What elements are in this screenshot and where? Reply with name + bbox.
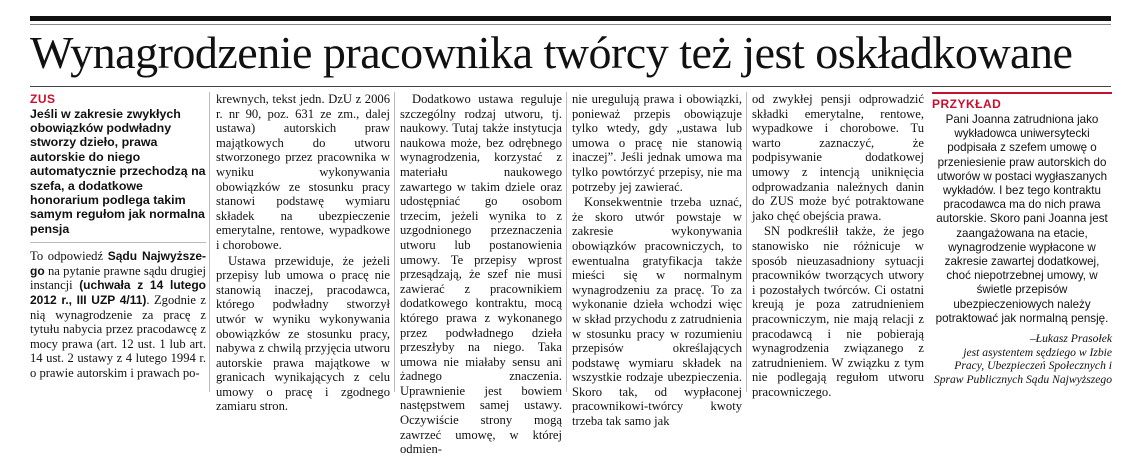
column-divider <box>746 92 747 392</box>
column-2-paragraph-2: Ustawa przewiduje, że jeżeli przepisy lub umowa o pracę nie stanowią inaczej, pracodawca, którego podwładny stworzył utwór w wyniku wykonywania obowiązków ze stosunku pracy, nabywa z chwilą przyjęcia utworu autorskie prawa majątkowe w granicach wynikających z celu umowy o pracę i zgodnego zamiaru stron. <box>216 253 390 414</box>
author-name: –Łukasz Prasołek <box>1029 332 1112 346</box>
headline-rule <box>30 86 1111 87</box>
column-2 <box>216 92 390 414</box>
court-name: Sądu Najwyższe-go <box>30 249 206 278</box>
column-3-paragraph-1: Dodatkowo ustawa reguluje szczególny rodzaj utworu, tj. naukowy. Tutaj także instytucja naukowa może, bez odrębnego wynagrodzenia, korzystać z materiału naukowego zawartego w takim dziele oraz udostępniać go osobom trzecim, jeżeli wynika to z uzgodnionego przeznaczenia utworu lub postanowienia umowy. Te przepisy wprost przesądzają, że szef nie musi zawierać z pracownikiem dodatkowego kontraktu, mocą którego prawa z wykonanego przez podwładnego dzieła przeszłyby na niego. Taka umowa nie miałaby sensu ani żadnego znaczenia. Uprawnienie jest bowiem następstwem samej ustawy. Oczywiście strony mogą zawrzeć umowę, w której odmien- <box>400 92 562 457</box>
lead-paragraph: Jeśli w zakresie zwykłych obowiązków podwładny stworzy dzieło, prawa autorskie do niego automatycznie przechodzą na szefa, a dodatkowe honorarium podlega takim samym regułom jak normalna pensja <box>30 106 206 236</box>
text-span: To odpowiedź <box>30 249 108 264</box>
column-4-paragraph-1: nie uregulują prawa i obowiązki, ponieważ przepis obowiązuje tylko wtedy, gdy „ustawa lub umowa o pracę nie stanowią inaczej”. Jeśli jednak umowa ma tylko powtórzyć przepisy, nie ma potrzeby jej zawierać. <box>572 92 742 194</box>
text-span: na pytanie prawne sądu drugiej instancji <box>30 263 206 293</box>
thin-rule <box>30 24 1111 25</box>
column-5-paragraph-1: od zwykłej pensji odprowadzić składki emerytalne, rentowe, wypadkowe i chorobowe. Tu warto zaznaczyć, że podpisywanie dodatkowej umowy z intencją uniknięcia odprowadzania należnych danin do ZUS może być potraktowane jako chęć obejścia prawa. <box>752 92 924 223</box>
column-2-paragraph-1: krewnych, tekst jedn. DzU z 2006 r. nr 90, poz. 631 ze zm., dalej ustawa) autorskich praw majątkowych do utworu stworzonego przez pracownika w wyniku wykonywania obowiązków ze stosunku pracy stanowi podstawę wymiaru składek na ubezpieczenie emerytalne, rentowe, wypadkowe i chorobowe. <box>216 92 390 252</box>
column-4 <box>572 92 742 429</box>
column-3 <box>400 92 562 457</box>
section-tag-zus: ZUS <box>30 92 56 106</box>
example-text: Pani Joanna zatrudniona jako wykładowca uniwersytecki podpisała z szefem umowę o przeniesienie praw autorskich do utworów w postaci wygłaszanych wykładów. I bez tego kontraktu pracodawca ma do nich prawa autorskie. Skoro pani Joanna jest zaangażowana na etacie, wynagrodzenie wypłacone w zakresie zawartej dodatkowej, choć niepotrzebnej umowy, w świetle przepisów ubezpieczeniowych należy potraktować jak normalną pensję. <box>935 113 1109 325</box>
column-divider <box>394 92 395 392</box>
author-role: jest asystentem sędziego w Izbie Pracy, Ubezpieczeń Społecznych i Spraw Publicznych Sądu Najwyższego <box>933 345 1112 386</box>
column-5-paragraph-2: SN podkreślił także, że jego stanowisko nie różnicuje w sposób nieuzasadniony sytuacji pracowników tworzących utwory i pozostałych twórców. Ci ostatni kreują je poza zatrudnieniem pracowniczym, nie mają relacji z pracodawcą i nie pobierają wynagrodzenia związanego z zatrudnieniem. W związku z tym nie podlegają regułom utworu pracowniczego. <box>752 224 924 399</box>
column-1-body <box>30 249 206 380</box>
column-1-paragraph <box>30 249 206 380</box>
column-1 <box>30 92 206 381</box>
lead-divider <box>30 242 206 243</box>
author-credit <box>932 332 1112 386</box>
column-5 <box>752 92 924 399</box>
resolution-reference: (uchwała z 14 lutego 2012 r., III UZP 4/11) <box>30 278 206 308</box>
top-rule <box>30 16 1111 21</box>
column-4-paragraph-2: Konsekwentnie trzeba uznać, że skoro utwór powstaje w zakresie wykonywania obowiązków pracowniczych, to ewentualna gratyfikacja także mieści się w normalnym wynagrodzeniu za pracę. To za wykonanie dzieła wchodzi więc w skład przychodu z zatrudnienia w stosunku pracy w rozumieniu przepisów określających podstawę wymiaru składek na wszystkie rodzaje ubezpieczenia. Skoro tak, od wypłaconej pracownikowi-twórcy kwoty trzeba tak samo jak <box>572 195 742 429</box>
column-divider <box>209 92 210 392</box>
text-span: . Zgodnie z nią wynagrodzenie za pracę z tytułu nabycia przez pracodawcę z mocy prawa (art. 12 ust. 1 lub art. 14 ust. 2 ustawy z 4 lutego 1994 r. o prawie autorskim i prawach po- <box>30 293 206 380</box>
example-box <box>932 92 1112 386</box>
headline: Wynagrodzenie pracownika twórcy też jest oskładkowane <box>30 27 1073 78</box>
column-divider <box>566 92 567 392</box>
example-tag: PRZYKŁAD <box>932 92 1112 111</box>
